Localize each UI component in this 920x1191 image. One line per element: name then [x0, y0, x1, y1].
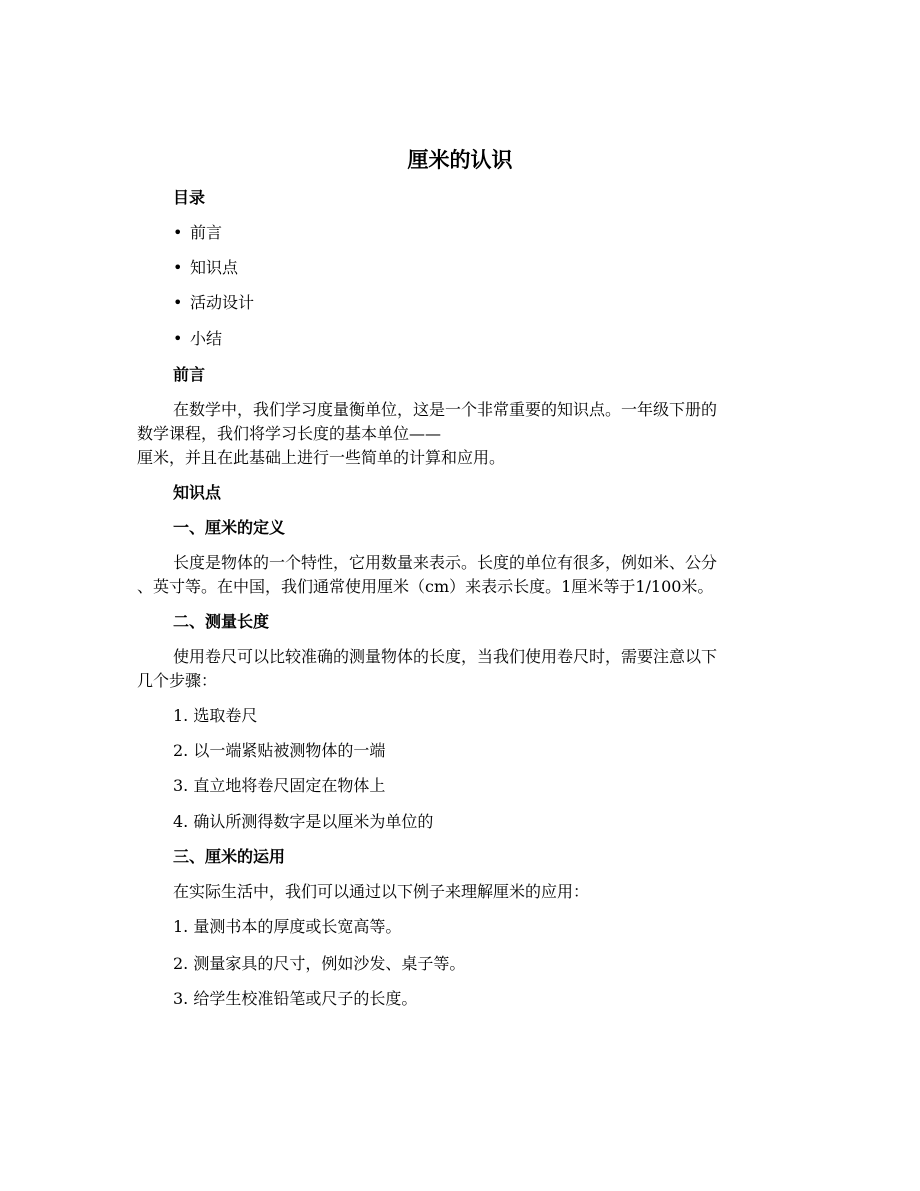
toc-item	[173, 327, 222, 351]
bullet-icon: •	[173, 258, 183, 277]
toc-item	[173, 221, 222, 245]
section-heading: 三、厘米的运用	[173, 847, 286, 866]
preface-line: 在数学中，我们学习度量衡单位，这是一个非常重要的知识点。一年级下册的	[173, 400, 718, 419]
toc-item	[173, 291, 254, 315]
preface-line: 厘米，并且在此基础上进行一些简单的计算和应用。	[137, 448, 506, 467]
preface-line: 数学课程，我们将学习长度的基本单位——	[137, 424, 442, 443]
bullet-icon: •	[173, 223, 183, 242]
step-item: 2. 以一端紧贴被测物体的一端	[173, 741, 386, 760]
section-text: 长度是物体的一个特性，它用数量来表示。长度的单位有很多，例如米、公分	[173, 553, 718, 572]
preface-heading: 前言	[173, 365, 206, 384]
toc-item	[173, 256, 238, 280]
toc-item-label: 前言	[190, 223, 223, 242]
step-item: 3. 直立地将卷尺固定在物体上	[173, 776, 386, 795]
toc-heading: 目录	[173, 188, 206, 207]
document-title: 厘米的认识	[407, 147, 513, 172]
step-item: 4. 确认所测得数字是以厘米为单位的	[173, 812, 434, 831]
example-item: 3. 给学生校准铅笔或尺子的长度。	[173, 989, 418, 1008]
section-heading: 一、厘米的定义	[173, 518, 286, 537]
section-text: 几个步骤：	[137, 671, 218, 690]
step-item: 1. 选取卷尺	[173, 706, 258, 725]
toc-item-label: 小结	[190, 329, 223, 348]
example-item: 2. 测量家具的尺寸，例如沙发、桌子等。	[173, 954, 466, 973]
example-item: 1. 量测书本的厚度或长宽高等。	[173, 917, 402, 936]
knowledge-heading: 知识点	[173, 483, 222, 502]
section-text: 、英寸等。在中国，我们通常使用厘米（cm）来表示长度。1厘米等于1/100米。	[137, 577, 714, 596]
section-text: 使用卷尺可以比较准确的测量物体的长度，当我们使用卷尺时，需要注意以下	[173, 647, 718, 666]
toc-item-label: 活动设计	[190, 293, 255, 312]
section-heading: 二、测量长度	[173, 612, 270, 631]
section-text: 在实际生活中，我们可以通过以下例子来理解厘米的应用：	[173, 882, 590, 901]
toc-item-label: 知识点	[190, 258, 239, 277]
bullet-icon: •	[173, 329, 183, 348]
bullet-icon: •	[173, 293, 183, 312]
